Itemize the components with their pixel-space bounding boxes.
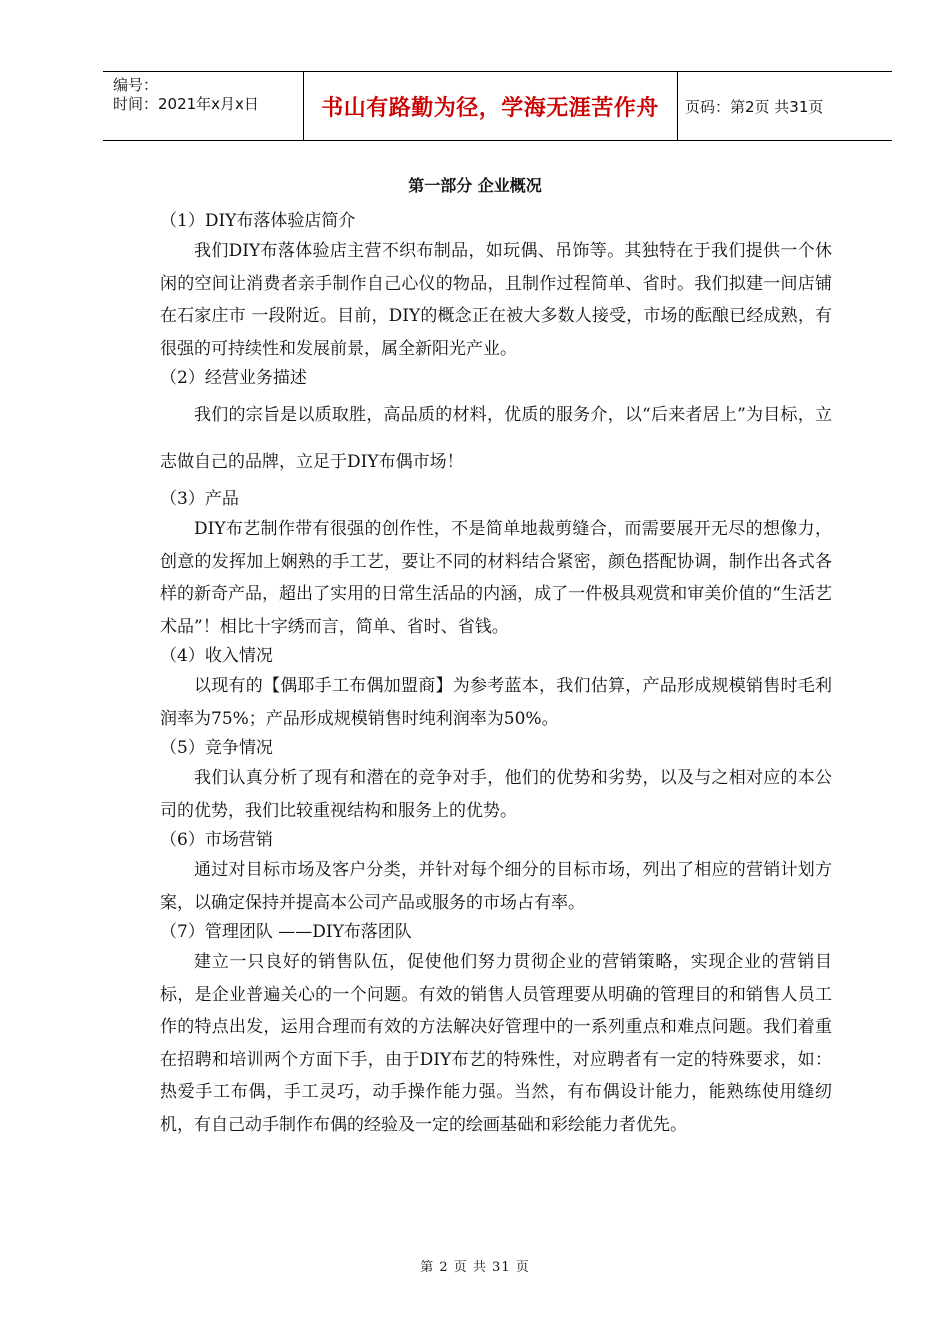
page-footer: 第 2 页 共 31 页: [420, 1260, 530, 1275]
header-page-label: 页码：第2页 共31页: [685, 97, 824, 116]
section-heading-6: （6）市场营销: [160, 830, 273, 850]
section-body-2: 我们的宗旨是以质取胜，高品质的材料，优质的服务介，以“后来者居上”为目标，立志做自己的品牌，立足于DIY布偶市场！: [160, 405, 832, 472]
part-title: 第一部分 企业概况: [408, 176, 542, 195]
time-label: 时间：2021年x月x日: [113, 95, 259, 113]
header-divider-right: [677, 71, 678, 141]
section-body-7: 建立一只良好的销售队伍，促使他们努力贯彻企业的营销策略，实现企业的营销目标，是企业普遍关心的一个问题。有效的销售人员管理要从明确的管理目的和销售人员工作的特点出发，运用合理而有效的方法解决好管理中的一系列重点和难点问题。我们着重在招聘和培训两个方面下手，由于DIY布艺的特殊性，对应聘者有一定的特殊要求，如：热爱手工布偶，手工灵巧，动手操作能力强。当然，有布偶设计能力，能熟练使用缝纫机，有自己动手制作布偶的经验及一定的绘画基础和彩绘能力者优先。: [160, 952, 832, 1135]
header-meta: [113, 76, 298, 114]
section-heading-5: （5）竞争情况: [160, 738, 273, 758]
section-heading-7: （7）管理团队 ——DIY布落团队: [160, 922, 412, 942]
number-label: 编号：: [113, 76, 159, 94]
section-body-1: 我们DIY布落体验店主营不织布制品，如玩偶、吊饰等。其独特在于我们提供一个休闲的空间让消费者亲手制作自己心仪的物品，且制作过程简单、省时。我们拟建一间店铺在石家庄市 一段附近。目前，DIY的概念正在被大多数人接受，市场的酝酿已经成熟，有很强的可持续性和发展前景，属全新阳光产业。: [160, 241, 832, 359]
header-motto: 书山有路勤为径，学海无涯苦作舟: [321, 94, 659, 121]
section-heading-4: （4）收入情况: [160, 646, 273, 666]
page-header: [103, 71, 892, 141]
section-heading-1: （1）DIY布落体验店简介: [160, 211, 356, 231]
document-body: [160, 208, 832, 1141]
section-heading-3: （3）产品: [160, 489, 239, 509]
section-heading-2: （2）经营业务描述: [160, 368, 307, 388]
section-body-6: 通过对目标市场及客户分类，并针对每个细分的目标市场，列出了相应的营销计划方案，以确定保持并提高本公司产品或服务的市场占有率。: [160, 860, 832, 913]
section-body-5: 我们认真分析了现有和潜在的竞争对手，他们的优势和劣势，以及与之相对应的本公司的优势，我们比较重视结构和服务上的优势。: [160, 768, 832, 821]
section-body-3: DIY布艺制作带有很强的创作性，不是简单地裁剪缝合，而需要展开无尽的想像力，创意的发挥加上娴熟的手工艺，要让不同的材料结合紧密，颜色搭配协调，制作出各式各样的新奇产品，超出了实用的日常生活品的内涵，成了一件极具观赏和审美价值的“生活艺术品”！相比十字绣而言，简单、省时、省钱。: [160, 519, 832, 637]
section-body-4: 以现有的【偶耶手工布偶加盟商】为参考蓝本，我们估算，产品形成规模销售时毛利润率为75%；产品形成规模销售时纯利润率为50%。: [160, 676, 832, 729]
